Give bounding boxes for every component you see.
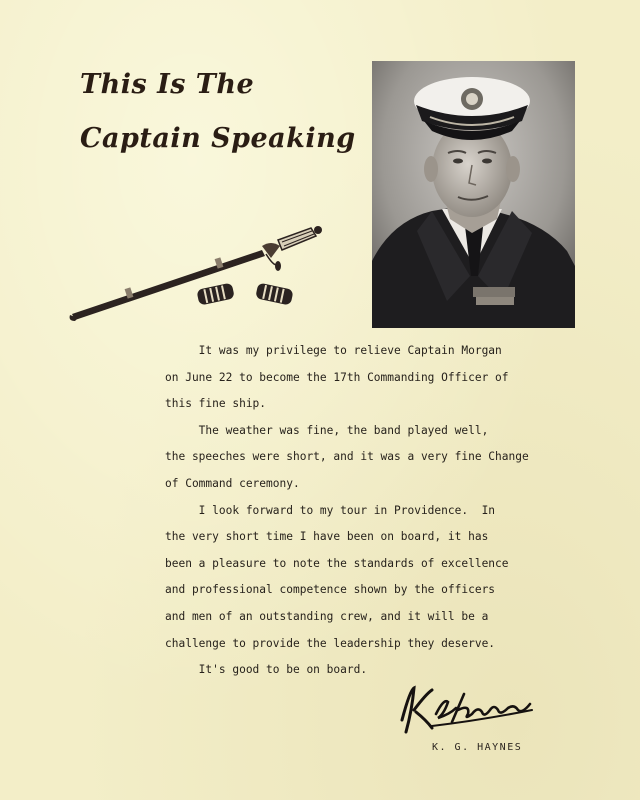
letter-title bbox=[80, 58, 356, 166]
paragraph-1 bbox=[165, 338, 545, 418]
body-line: It's good to be on board. bbox=[165, 663, 368, 677]
title-line-1: This Is The bbox=[80, 69, 255, 100]
body-line: of Command ceremony. bbox=[165, 476, 300, 490]
body-line: on June 22 to become the 17th Commanding Officer of bbox=[165, 370, 509, 384]
body-line: It was my privilege to relieve Captain Morgan bbox=[165, 344, 502, 357]
letter-body bbox=[165, 338, 545, 684]
signer-name: K. G. HAYNES bbox=[432, 742, 523, 753]
paragraph-2 bbox=[165, 418, 545, 498]
handwritten-signature bbox=[392, 680, 542, 742]
body-line: and men of an outstanding crew, and it will be a bbox=[165, 609, 489, 623]
sword-and-shoulder-boards-illustration bbox=[66, 218, 326, 328]
body-line: The weather was fine, the band played well, bbox=[165, 423, 489, 437]
body-line: been a pleasure to note the standards of excellence bbox=[165, 556, 509, 570]
body-line: this fine ship. bbox=[165, 397, 267, 411]
body-line: the speeches were short, and it was a very fine Change bbox=[165, 450, 529, 464]
body-line: challenge to provide the leadership they deserve. bbox=[165, 636, 496, 650]
body-line: I look forward to my tour in Providence. In bbox=[165, 503, 496, 517]
title-line-2: Captain Speaking bbox=[80, 123, 356, 154]
paragraph-3 bbox=[165, 498, 545, 658]
captain-portrait-photo bbox=[372, 61, 575, 328]
body-line: the very short time I have been on board, it has bbox=[165, 530, 489, 544]
body-line: and professional competence shown by the officers bbox=[165, 583, 496, 597]
